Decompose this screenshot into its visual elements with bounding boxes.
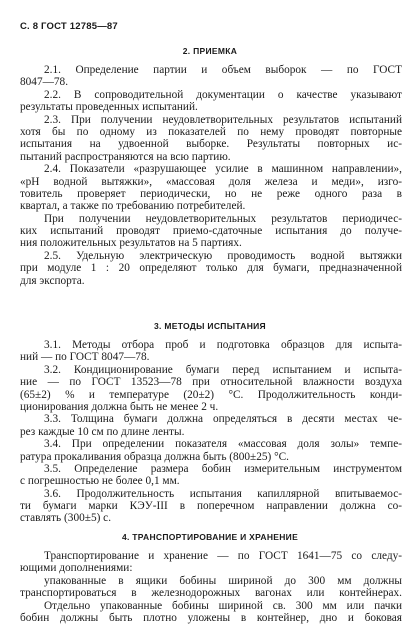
text-line: 3.4. При определении показателя «массовая доля золы» темпе- [44,438,402,451]
text-line: квартал, а также по требованию потребителей. [20,200,246,213]
text-line: испытания на удвоенной выборке. Результаты повторных ис- [20,138,402,151]
text-line: ставлять (300±5) с. [20,512,112,525]
text-line: ние — по ГОСТ 13523—78 при относительной влажности воздуха [20,376,402,389]
text-line: 2.2. В сопроводительной документации о качестве указывают [44,88,402,101]
text-line: 3.3. Толщина бумаги должна определяться в десяти местах че- [44,413,402,426]
text-line: транспортироваться в железнодорожных вагонах или контейнерах. [20,587,402,600]
text-line: ний — по ГОСТ 8047—78. [20,351,150,364]
text-line: 2.5. Удельную электрическую проводимость водной вытяжки [44,249,402,262]
text-line: 3.2. Кондиционирование бумаги перед испытанием и испыта- [44,363,402,376]
text-line: при модуле 1 : 20 определяют только для бумаги, предназначенной [20,262,402,275]
section-body-test-methods [20,339,402,525]
text-line: бобин должны быть плотно уложены в контейнер, дно и боковая [20,611,402,624]
text-line: 2.1. Определение партии и объем выборок — по ГОСТ [44,64,402,76]
text-line: (65±2) % и температуре (20±2) °С. Продолжительность конди- [20,388,402,401]
text-line: 8047—78. [20,76,69,89]
text-line: для экспорта. [20,274,85,287]
section-body-transport-storage [20,550,402,624]
text-line: ких испытаний проводят приемо-сдаточные испытания до получе- [20,225,402,238]
text-line: результаты проведенных испытаний. [20,101,198,114]
text-line: ционирования должна быть не менее 2 ч. [20,400,219,413]
text-line: При получении неудовлетворительных результатов периодичес- [44,212,402,225]
section-body-acceptance [20,64,402,287]
text-line: ния положительных результатов на 5 партиях. [20,237,242,250]
section-title-acceptance: 2. ПРИЕМКА [182,46,238,56]
page-header: С. 8 ГОСТ 12785—87 [20,21,118,32]
text-line: Транспортирование и хранение — по ГОСТ 1641—75 со следу- [44,550,402,562]
text-line: 2.4. Показатели «разрушающее усилие в машинном направлении», [44,163,402,176]
text-line: 3.1. Методы отбора проб и подготовка образцов для испыта- [44,339,402,351]
text-line: хотя бы по одному из показателей по нему проводят повторные [20,125,402,138]
section-title-test-methods: 3. МЕТОДЫ ИСПЫТАНИЯ [154,321,266,331]
text-line: «pH водной вытяжки», «массовая доля железа и меди», изго- [20,175,402,188]
text-line: пытаний распространяются на всю партию. [20,150,231,163]
text-line: Отдельно упакованные бобины шириной св. 300 мм или пачки [44,599,402,612]
text-line: рез каждые 10 см по длине ленты. [20,425,185,438]
text-line: с погрешностью не более 0,1 мм. [20,475,180,488]
text-line: ти бумаги марки КЭУ-III в поперечном направлении должна со- [20,500,402,513]
section-title-transport-storage: 4. ТРАНСПОРТИРОВАНИЕ И ХРАНЕНИЕ [121,532,299,542]
text-line: 2.3. При получении неудовлетворительных результатов испытаний [44,113,402,126]
text-line: 3.5. Определение размера бобин измерительным инструментом [44,462,402,475]
text-line: ратура прокаливания образца должна быть (800±25) °С. [20,450,289,463]
text-line: упакованные в ящики бобины шириной до 300 мм должны [44,574,402,587]
text-line: ющими дополнениями: [20,562,133,575]
text-line: 3.6. Продолжительность испытания капиллярной впитываемос- [44,487,402,500]
text-line: товитель проверяет периодически, но не реже одного раза в [20,187,402,200]
